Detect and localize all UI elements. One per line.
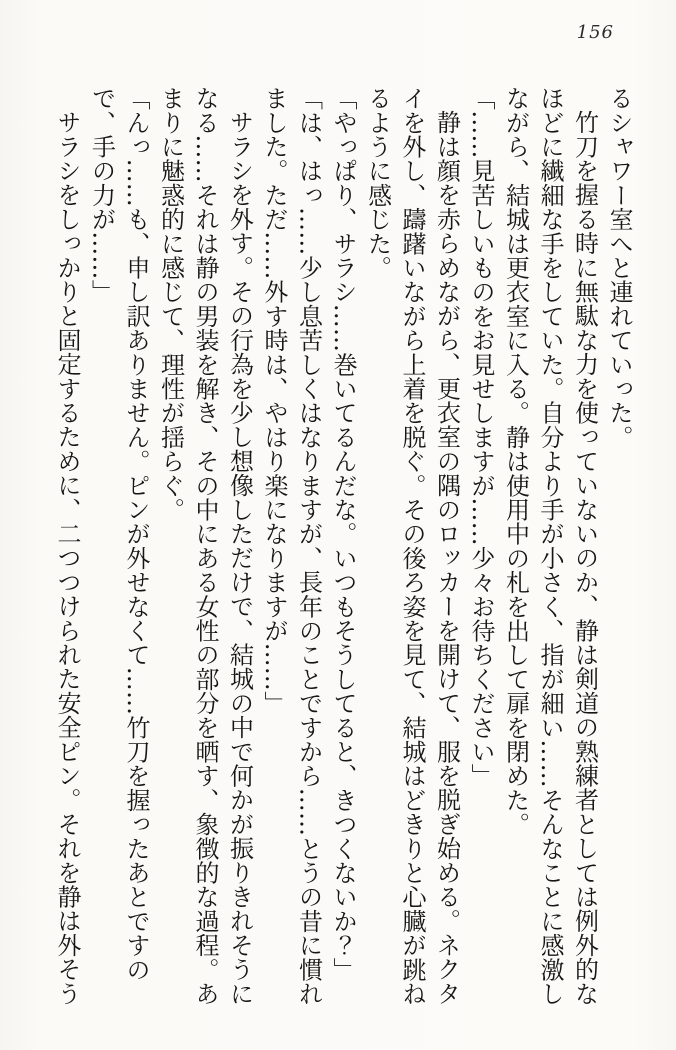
paragraph-dialogue: 「……見苦しいものをお見せしますが……少々お待ちください」 xyxy=(467,86,495,788)
paragraph: サラシを外す。その行為を少し想像しただけで、結城の中で何かが振りきれそうになる……それは静の男装を解き、その中にある女性の部分を晒す、象徴的な過程。あまりに魅惑的に感じて、理性が揺らぐ。 xyxy=(156,86,254,1006)
paragraph-dialogue: 「は、はっ……少し息苦しくはなりますが、長年のことですから……とうの昔に慣れました。ただ……外す時は、やはり楽になりますが……」 xyxy=(260,86,323,1006)
paragraph: サラシをしっかりと固定するために、二つつけられた安全ピン。それを静は外そう xyxy=(53,110,81,1006)
page-number: 156 xyxy=(576,22,614,43)
paragraph: 竹刀を握る時に無駄な力を使っていないのか、静は剣道の熟練者としては例外的なほどに繊細な手をしていた。自分より手が小さく、指が細い……そんなことに感激しながら、結城は更衣室に入る。静は使用中の札を出して扉を閉めた。 xyxy=(501,86,599,1006)
paragraph: るシャワー室へと連れていった。 xyxy=(605,86,633,449)
paragraph-dialogue: 「やっぱり、サラシ……巻いてるんだな。いつもそうしてると、きつくないか？」 xyxy=(329,86,357,982)
paragraph-dialogue: 「んっ……も、申し訳ありません。ピンが外せなくて……竹刀を握ったあとですので、手の力が……」 xyxy=(87,86,150,982)
text-body xyxy=(50,86,637,1008)
paragraph: 静は顔を赤らめながら、更衣室の隅のロッカーを開けて、服を脱ぎ始める。ネクタイを外し、躊躇いながら上着を脱ぐ。その後ろ姿を見て、結城はどきりと心臓が跳ねるように感じた。 xyxy=(363,86,461,1006)
